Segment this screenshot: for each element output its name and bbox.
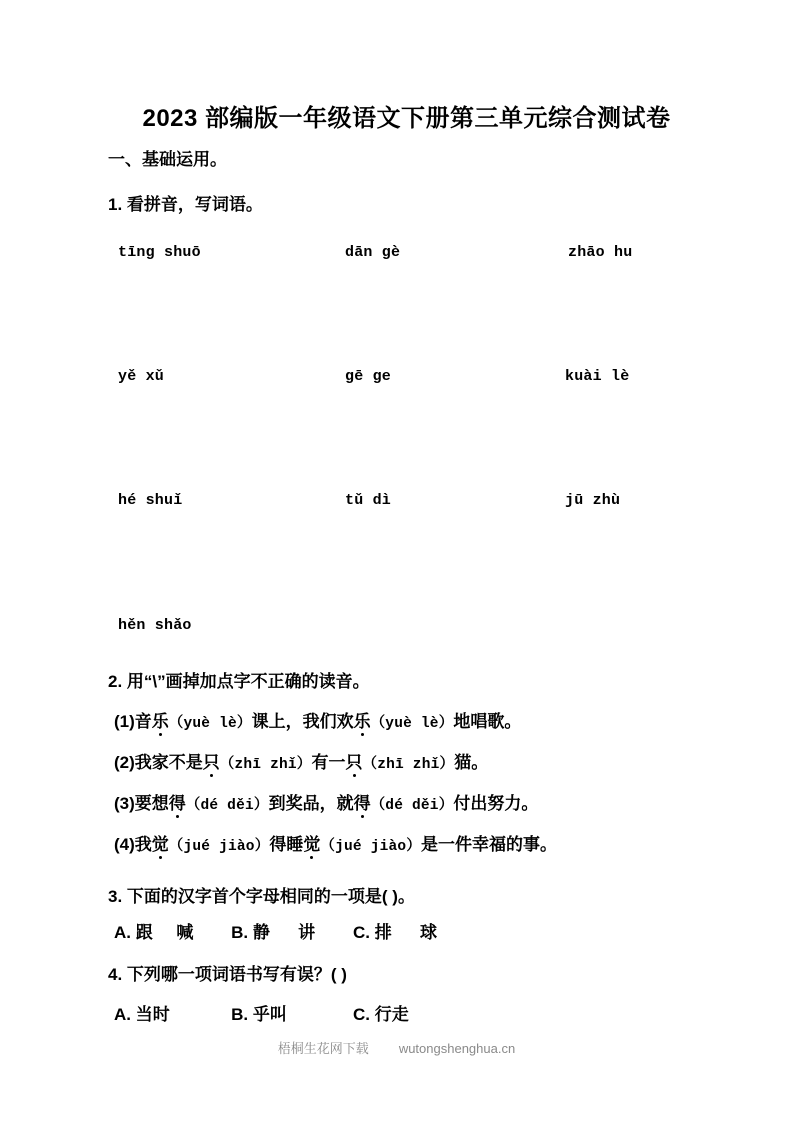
item-number: (3)	[114, 794, 135, 813]
dotted-char-2: 只	[346, 748, 363, 773]
item-number: (4)	[114, 835, 135, 854]
dotted-char-1: 乐	[152, 707, 169, 732]
item-text-a: 音	[134, 712, 152, 731]
item-text-b: 得睡	[269, 835, 304, 854]
pinyin-row-3-col-2: tǔ dì	[345, 492, 392, 509]
dotted-char-1: 觉	[152, 830, 169, 855]
footer-site-name: 梧桐生花网下载	[277, 1041, 369, 1056]
pinyin-row-1-col-3: zhāo hu	[568, 244, 633, 261]
pinyin-choice-1: （jué jiào）	[168, 839, 270, 855]
pinyin-row-3-col-1: hé shuǐ	[118, 492, 183, 509]
dotted-char-2: 乐	[354, 707, 371, 732]
page-title: 2023 部编版一年级语文下册第三单元综合测试卷	[142, 105, 671, 132]
dotted-char-2: 觉	[303, 830, 320, 855]
pinyin-row-2-col-2: gē ge	[345, 368, 392, 385]
question-4-prompt: 4. 下列哪一项词语书写有误？( )	[108, 965, 347, 984]
footer-watermark	[0, 1038, 793, 1057]
pinyin-row-1-col-1: tīng shuō	[118, 244, 201, 261]
question-2-item-4	[114, 830, 557, 855]
question-2-prompt: 2. 用“\”画掉加点字不正确的读音。	[108, 672, 370, 691]
item-text-c: 地唱歌。	[453, 712, 522, 731]
pinyin-choice-1: （yuè lè）	[168, 716, 252, 732]
item-number: (2)	[114, 753, 135, 772]
pinyin-row-1-col-2: dān gè	[345, 244, 401, 261]
section-heading-basics: 一、基础运用。	[108, 150, 227, 169]
pinyin-choice-2: （jué jiào）	[320, 839, 422, 855]
pinyin-choice-1: （dé děi）	[185, 798, 269, 814]
item-text-c: 是一件幸福的事。	[421, 835, 558, 854]
item-text-c: 猫。	[454, 753, 489, 772]
question-2-item-2	[114, 748, 488, 773]
question-4-options: A. 当时 B. 乎叫 C. 行走	[114, 1005, 409, 1024]
footer-site-url: wutongshenghua.cn	[398, 1041, 516, 1056]
dotted-char-2: 得	[354, 789, 371, 814]
pinyin-choice-2: （dé děi）	[370, 798, 454, 814]
pinyin-row-2-col-3: kuài lè	[565, 368, 630, 385]
question-3-options: A. 跟 喊 B. 静 讲 C. 排 球	[114, 923, 438, 942]
dotted-char-1: 只	[203, 748, 220, 773]
question-3-prompt: 3. 下面的汉字首个字母相同的一项是( )。	[108, 887, 415, 906]
pinyin-choice-2: （yuè lè）	[370, 716, 454, 732]
item-text-a: 我	[134, 835, 152, 854]
item-text-a: 要想	[134, 794, 169, 813]
item-text-b: 有一	[311, 753, 346, 772]
pinyin-row-2-col-1: yě xǔ	[118, 368, 165, 385]
question-1-prompt: 1. 看拼音，写词语。	[108, 195, 263, 214]
item-number: (1)	[114, 712, 135, 731]
dotted-char-1: 得	[169, 789, 186, 814]
pinyin-choice-1: （zhī zhǐ）	[219, 757, 312, 773]
item-text-c: 付出努力。	[453, 794, 539, 813]
item-text-b: 到奖品，就	[268, 794, 354, 813]
question-2-item-3	[114, 789, 538, 814]
question-2-item-1	[114, 707, 521, 732]
item-text-a: 我家不是	[134, 753, 203, 772]
pinyin-row-4-col-1: hěn shǎo	[118, 617, 192, 634]
pinyin-choice-2: （zhī zhǐ）	[362, 757, 455, 773]
pinyin-row-3-col-3: jū zhù	[565, 492, 621, 509]
item-text-b: 课上，我们欢	[251, 712, 354, 731]
